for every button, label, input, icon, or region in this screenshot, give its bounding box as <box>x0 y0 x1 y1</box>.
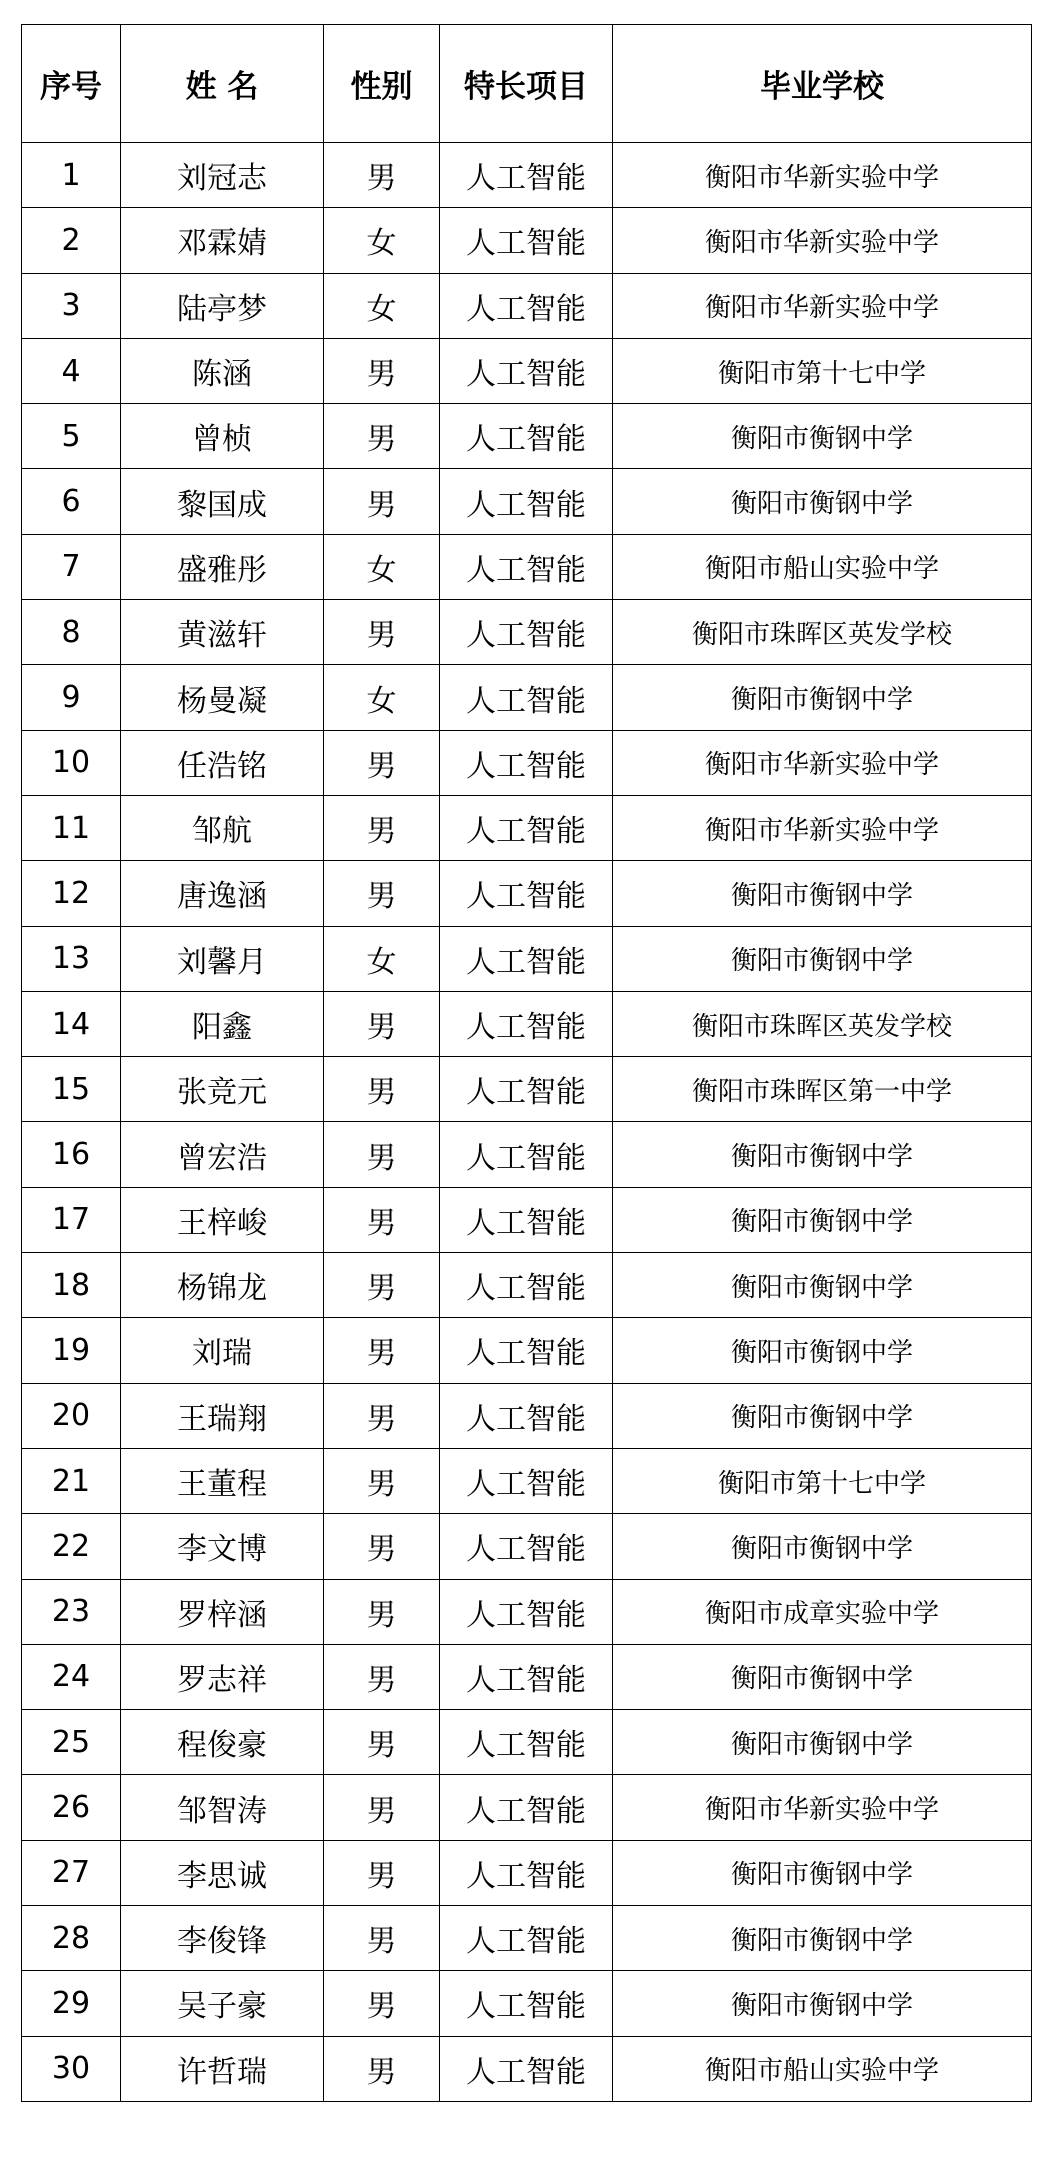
cell-no: 12 <box>22 861 121 926</box>
table-header <box>22 25 1032 143</box>
cell-project: 人工智能 <box>440 208 613 273</box>
cell-gender: 男 <box>324 1644 440 1709</box>
cell-name: 刘冠志 <box>121 143 324 208</box>
cell-name: 王瑞翔 <box>121 1383 324 1448</box>
cell-gender: 男 <box>324 1253 440 1318</box>
cell-gender: 男 <box>324 600 440 665</box>
cell-school: 衡阳市第十七中学 <box>613 1448 1032 1513</box>
cell-name: 阳鑫 <box>121 991 324 1056</box>
cell-name: 刘瑞 <box>121 1318 324 1383</box>
cell-project: 人工智能 <box>440 273 613 338</box>
cell-no: 20 <box>22 1383 121 1448</box>
header-row <box>22 25 1032 143</box>
cell-name: 吴子豪 <box>121 1971 324 2036</box>
cell-project: 人工智能 <box>440 1122 613 1187</box>
cell-no: 14 <box>22 991 121 1056</box>
cell-school: 衡阳市珠晖区英发学校 <box>613 600 1032 665</box>
cell-name: 黄滋轩 <box>121 600 324 665</box>
cell-gender: 男 <box>324 1318 440 1383</box>
cell-school: 衡阳市华新实验中学 <box>613 273 1032 338</box>
cell-name: 唐逸涵 <box>121 861 324 926</box>
cell-school: 衡阳市衡钢中学 <box>613 1840 1032 1905</box>
cell-no: 9 <box>22 665 121 730</box>
table-row <box>22 1710 1032 1775</box>
table-row <box>22 1383 1032 1448</box>
cell-project: 人工智能 <box>440 1579 613 1644</box>
table-row <box>22 1318 1032 1383</box>
cell-project: 人工智能 <box>440 1383 613 1448</box>
cell-project: 人工智能 <box>440 1514 613 1579</box>
cell-no: 4 <box>22 338 121 403</box>
cell-project: 人工智能 <box>440 1710 613 1775</box>
table-row <box>22 1122 1032 1187</box>
table-row <box>22 1448 1032 1513</box>
cell-project: 人工智能 <box>440 1448 613 1513</box>
cell-gender: 男 <box>324 1710 440 1775</box>
cell-name: 陆亭梦 <box>121 273 324 338</box>
cell-gender: 男 <box>324 861 440 926</box>
cell-no: 30 <box>22 2036 121 2101</box>
cell-name: 刘馨月 <box>121 926 324 991</box>
cell-name: 许哲瑞 <box>121 2036 324 2101</box>
cell-name: 王梓峻 <box>121 1187 324 1252</box>
table-row <box>22 1514 1032 1579</box>
cell-gender: 男 <box>324 338 440 403</box>
cell-school: 衡阳市成章实验中学 <box>613 1579 1032 1644</box>
cell-no: 6 <box>22 469 121 534</box>
cell-no: 23 <box>22 1579 121 1644</box>
table-row <box>22 991 1032 1056</box>
header-name: 姓 名 <box>121 25 324 143</box>
cell-school: 衡阳市船山实验中学 <box>613 534 1032 599</box>
cell-name: 罗梓涵 <box>121 1579 324 1644</box>
cell-gender: 男 <box>324 730 440 795</box>
table-row <box>22 861 1032 926</box>
table-body <box>22 143 1032 2102</box>
cell-school: 衡阳市第十七中学 <box>613 338 1032 403</box>
cell-no: 27 <box>22 1840 121 1905</box>
cell-no: 26 <box>22 1775 121 1840</box>
cell-project: 人工智能 <box>440 1775 613 1840</box>
cell-project: 人工智能 <box>440 1971 613 2036</box>
cell-project: 人工智能 <box>440 1187 613 1252</box>
cell-school: 衡阳市衡钢中学 <box>613 1122 1032 1187</box>
cell-name: 张竞元 <box>121 1057 324 1122</box>
cell-no: 21 <box>22 1448 121 1513</box>
table-row <box>22 1775 1032 1840</box>
cell-school: 衡阳市华新实验中学 <box>613 795 1032 860</box>
cell-no: 1 <box>22 143 121 208</box>
cell-no: 18 <box>22 1253 121 1318</box>
cell-project: 人工智能 <box>440 665 613 730</box>
cell-name: 李俊锋 <box>121 1906 324 1971</box>
cell-name: 曾桢 <box>121 404 324 469</box>
cell-gender: 女 <box>324 665 440 730</box>
cell-no: 28 <box>22 1906 121 1971</box>
cell-no: 17 <box>22 1187 121 1252</box>
cell-project: 人工智能 <box>440 143 613 208</box>
cell-project: 人工智能 <box>440 861 613 926</box>
table-row <box>22 600 1032 665</box>
cell-name: 黎国成 <box>121 469 324 534</box>
cell-gender: 女 <box>324 273 440 338</box>
cell-gender: 男 <box>324 1775 440 1840</box>
cell-name: 李思诚 <box>121 1840 324 1905</box>
table-row <box>22 2036 1032 2101</box>
cell-project: 人工智能 <box>440 1253 613 1318</box>
cell-no: 25 <box>22 1710 121 1775</box>
cell-gender: 男 <box>324 1971 440 2036</box>
cell-school: 衡阳市衡钢中学 <box>613 1514 1032 1579</box>
cell-gender: 男 <box>324 1057 440 1122</box>
header-no: 序号 <box>22 25 121 143</box>
table-row <box>22 208 1032 273</box>
cell-no: 8 <box>22 600 121 665</box>
cell-gender: 男 <box>324 1579 440 1644</box>
cell-school: 衡阳市华新实验中学 <box>613 143 1032 208</box>
cell-project: 人工智能 <box>440 534 613 599</box>
cell-school: 衡阳市华新实验中学 <box>613 730 1032 795</box>
cell-project: 人工智能 <box>440 926 613 991</box>
cell-name: 邹航 <box>121 795 324 860</box>
cell-no: 11 <box>22 795 121 860</box>
cell-no: 19 <box>22 1318 121 1383</box>
cell-school: 衡阳市衡钢中学 <box>613 926 1032 991</box>
table-row <box>22 665 1032 730</box>
cell-name: 盛雅彤 <box>121 534 324 599</box>
cell-gender: 男 <box>324 1906 440 1971</box>
cell-project: 人工智能 <box>440 795 613 860</box>
cell-project: 人工智能 <box>440 991 613 1056</box>
header-gender: 性别 <box>324 25 440 143</box>
cell-name: 杨锦龙 <box>121 1253 324 1318</box>
table-row <box>22 273 1032 338</box>
cell-gender: 女 <box>324 534 440 599</box>
cell-school: 衡阳市珠晖区英发学校 <box>613 991 1032 1056</box>
table-row <box>22 795 1032 860</box>
cell-name: 程俊豪 <box>121 1710 324 1775</box>
table-row <box>22 338 1032 403</box>
cell-school: 衡阳市衡钢中学 <box>613 665 1032 730</box>
cell-no: 22 <box>22 1514 121 1579</box>
table-row <box>22 469 1032 534</box>
cell-no: 16 <box>22 1122 121 1187</box>
cell-gender: 男 <box>324 143 440 208</box>
cell-school: 衡阳市珠晖区第一中学 <box>613 1057 1032 1122</box>
table-row <box>22 143 1032 208</box>
header-project: 特长项目 <box>440 25 613 143</box>
table-row <box>22 534 1032 599</box>
cell-school: 衡阳市船山实验中学 <box>613 2036 1032 2101</box>
table-row <box>22 926 1032 991</box>
cell-name: 邓霖婧 <box>121 208 324 273</box>
cell-gender: 男 <box>324 795 440 860</box>
cell-name: 曾宏浩 <box>121 1122 324 1187</box>
cell-project: 人工智能 <box>440 730 613 795</box>
table-row <box>22 1644 1032 1709</box>
cell-school: 衡阳市衡钢中学 <box>613 1971 1032 2036</box>
cell-gender: 男 <box>324 991 440 1056</box>
cell-no: 29 <box>22 1971 121 2036</box>
table-row <box>22 1906 1032 1971</box>
cell-project: 人工智能 <box>440 404 613 469</box>
cell-school: 衡阳市衡钢中学 <box>613 1318 1032 1383</box>
cell-project: 人工智能 <box>440 600 613 665</box>
cell-project: 人工智能 <box>440 338 613 403</box>
table-row <box>22 1579 1032 1644</box>
cell-name: 王董程 <box>121 1448 324 1513</box>
cell-name: 任浩铭 <box>121 730 324 795</box>
cell-school: 衡阳市衡钢中学 <box>613 404 1032 469</box>
cell-gender: 男 <box>324 1383 440 1448</box>
cell-no: 13 <box>22 926 121 991</box>
cell-school: 衡阳市衡钢中学 <box>613 469 1032 534</box>
cell-gender: 男 <box>324 2036 440 2101</box>
cell-gender: 女 <box>324 926 440 991</box>
cell-name: 邹智涛 <box>121 1775 324 1840</box>
table-row <box>22 404 1032 469</box>
cell-gender: 男 <box>324 1448 440 1513</box>
cell-no: 5 <box>22 404 121 469</box>
cell-school: 衡阳市衡钢中学 <box>613 1187 1032 1252</box>
cell-gender: 女 <box>324 208 440 273</box>
table-row <box>22 730 1032 795</box>
cell-gender: 男 <box>324 1840 440 1905</box>
cell-school: 衡阳市华新实验中学 <box>613 208 1032 273</box>
student-roster-table <box>21 24 1032 2102</box>
table-row <box>22 1253 1032 1318</box>
cell-project: 人工智能 <box>440 469 613 534</box>
cell-no: 24 <box>22 1644 121 1709</box>
cell-name: 罗志祥 <box>121 1644 324 1709</box>
cell-school: 衡阳市衡钢中学 <box>613 861 1032 926</box>
cell-school: 衡阳市华新实验中学 <box>613 1775 1032 1840</box>
cell-project: 人工智能 <box>440 1906 613 1971</box>
cell-no: 2 <box>22 208 121 273</box>
cell-name: 杨曼凝 <box>121 665 324 730</box>
cell-school: 衡阳市衡钢中学 <box>613 1253 1032 1318</box>
cell-gender: 男 <box>324 1122 440 1187</box>
header-school: 毕业学校 <box>613 25 1032 143</box>
cell-gender: 男 <box>324 1514 440 1579</box>
cell-project: 人工智能 <box>440 2036 613 2101</box>
cell-name: 李文博 <box>121 1514 324 1579</box>
cell-project: 人工智能 <box>440 1840 613 1905</box>
table-row <box>22 1840 1032 1905</box>
cell-no: 3 <box>22 273 121 338</box>
cell-no: 7 <box>22 534 121 599</box>
cell-project: 人工智能 <box>440 1644 613 1709</box>
table-row <box>22 1971 1032 2036</box>
cell-no: 15 <box>22 1057 121 1122</box>
cell-school: 衡阳市衡钢中学 <box>613 1644 1032 1709</box>
cell-gender: 男 <box>324 469 440 534</box>
cell-gender: 男 <box>324 1187 440 1252</box>
cell-school: 衡阳市衡钢中学 <box>613 1906 1032 1971</box>
cell-project: 人工智能 <box>440 1318 613 1383</box>
table-row <box>22 1187 1032 1252</box>
cell-school: 衡阳市衡钢中学 <box>613 1710 1032 1775</box>
cell-gender: 男 <box>324 404 440 469</box>
table-row <box>22 1057 1032 1122</box>
cell-no: 10 <box>22 730 121 795</box>
cell-name: 陈涵 <box>121 338 324 403</box>
cell-project: 人工智能 <box>440 1057 613 1122</box>
cell-school: 衡阳市衡钢中学 <box>613 1383 1032 1448</box>
